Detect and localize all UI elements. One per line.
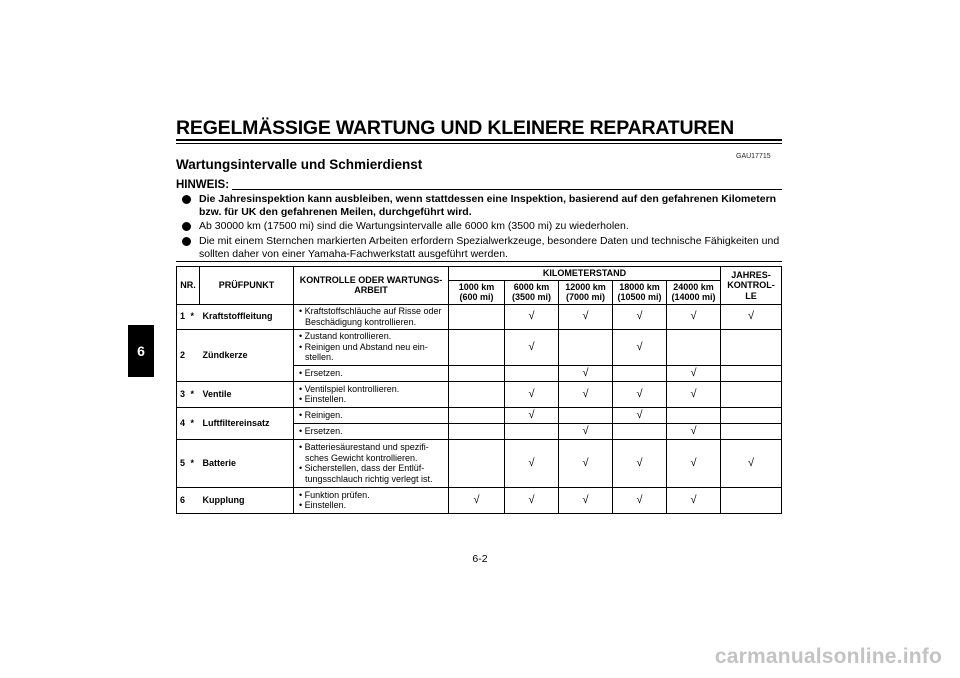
check-mark [449,423,505,439]
note-rule [232,189,782,190]
header-nr: NR. [177,267,200,305]
row-item: Luftfiltereinsatz [200,407,294,439]
check-mark: √ [559,487,613,513]
table-row [177,304,782,329]
check-mark: √ [559,439,613,487]
check-mark: √ [613,407,667,423]
check-mark [613,423,667,439]
check-mark [721,365,782,381]
section-title: Wartungsintervalle und Schmierdienst [176,157,423,172]
row-number: 3 [177,381,191,407]
check-mark: √ [721,439,782,487]
row-item: Kraftstoffleitung [200,304,294,329]
row-work: • Reinigen. [294,407,449,423]
row-item: Kupplung [200,487,294,513]
check-mark: √ [667,439,721,487]
page-number: 6-2 [472,553,488,565]
row-item: Ventile [200,381,294,407]
maintenance-table [176,266,782,514]
check-mark: √ [613,304,667,329]
table-row [177,439,782,487]
check-mark [449,329,505,365]
check-mark: √ [667,423,721,439]
header-yearly: JAHRES-KONTROL-LE [721,267,782,305]
check-mark [449,365,505,381]
row-star: * [191,304,200,329]
row-item: Zündkerze [200,329,294,381]
check-mark: √ [559,365,613,381]
row-star: * [191,381,200,407]
check-mark: √ [559,381,613,407]
row-work: • Kraftstoffschläuche auf Risse oder Beschädigung kontrollieren. [294,304,449,329]
check-mark [721,423,782,439]
check-mark [449,304,505,329]
note-heading: HINWEIS: [176,179,230,191]
table-header-row [177,267,782,281]
row-work: • Batteriesäurestand und spezifi-sches Gewicht kontrollieren. • Sicherstellen, dass der Entlüf-tungsschlauch richtig verlegt ist. [294,439,449,487]
check-mark: √ [667,304,721,329]
check-mark [721,407,782,423]
header-interval: 18000 km (10500 mi) [613,280,667,304]
row-number: 2 [177,329,191,381]
row-number: 6 [177,487,191,513]
header-work: KONTROLLE ODER WARTUNGS-ARBEIT [294,267,449,305]
check-mark [559,329,613,365]
row-work: • Zustand kontrollieren. • Reinigen und Abstand neu ein-stellen. [294,329,449,365]
check-mark [449,407,505,423]
title-rule-thin [176,143,782,144]
check-mark: √ [667,381,721,407]
note-item: Ab 30000 km (17500 mi) sind die Wartungsintervalle alle 6000 km (3500 mi) zu wiederholen. [182,220,782,233]
check-mark [667,329,721,365]
note-bottom-rule [176,261,782,262]
note-item: Die mit einem Sternchen markierten Arbeiten erfordern Spezialwerkzeuge, besondere Daten und technische Fähigkeiten und sollten daher von einer Yamaha-Fachwerkstatt ausgeführt werden. [182,235,782,261]
check-mark [505,365,559,381]
check-mark [721,381,782,407]
check-mark: √ [505,329,559,365]
check-mark [449,381,505,407]
check-mark [505,423,559,439]
check-mark [721,329,782,365]
check-mark: √ [505,381,559,407]
header-interval: 12000 km (7000 mi) [559,280,613,304]
row-item: Batterie [200,439,294,487]
note-list [182,193,782,262]
header-interval: 6000 km (3500 mi) [505,280,559,304]
page-title: REGELMÄSSIGE WARTUNG UND KLEINERE REPARATUREN [176,117,734,139]
row-work: • Ventilspiel kontrollieren. • Einstellen. [294,381,449,407]
check-mark: √ [505,487,559,513]
note-item: Die Jahresinspektion kann ausbleiben, wenn stattdessen eine Inspektion, basierend auf den gefahrenen Kilometern bzw. für UK den gefahrenen Meilen, durchgeführt wird. [182,193,782,219]
row-work: • Funktion prüfen. • Einstellen. [294,487,449,513]
watermark: carmanualsonline.info [714,645,942,668]
check-mark: √ [449,487,505,513]
header-interval: 24000 km (14000 mi) [667,280,721,304]
row-work: • Ersetzen. [294,365,449,381]
check-mark [449,439,505,487]
check-mark: √ [505,439,559,487]
check-mark: √ [505,407,559,423]
row-star: * [191,407,200,439]
row-work: • Ersetzen. [294,423,449,439]
check-mark: √ [613,381,667,407]
check-mark [667,407,721,423]
check-mark: √ [613,329,667,365]
bullet-icon [182,222,191,231]
title-rule-thick [176,139,782,141]
document-code: GAU17715 [736,153,771,160]
check-mark: √ [667,487,721,513]
check-mark: √ [667,365,721,381]
header-item: PRÜFPUNKT [200,267,294,305]
row-number: 1 [177,304,191,329]
table-row [177,407,782,423]
table-row [177,381,782,407]
bullet-icon [182,195,191,204]
check-mark [613,365,667,381]
check-mark: √ [505,304,559,329]
check-mark: √ [613,487,667,513]
header-km-group: KILOMETERSTAND [449,267,721,281]
chapter-tab: 6 [128,325,154,377]
row-number: 5 [177,439,191,487]
table-row [177,487,782,513]
table-row [177,329,782,365]
row-number: 4 [177,407,191,439]
check-mark: √ [613,439,667,487]
row-star [191,329,200,381]
bullet-icon [182,237,191,246]
check-mark: √ [559,304,613,329]
row-star: * [191,439,200,487]
row-star [191,487,200,513]
check-mark [559,407,613,423]
header-interval: 1000 km (600 mi) [449,280,505,304]
check-mark: √ [721,304,782,329]
check-mark [721,487,782,513]
check-mark: √ [559,423,613,439]
